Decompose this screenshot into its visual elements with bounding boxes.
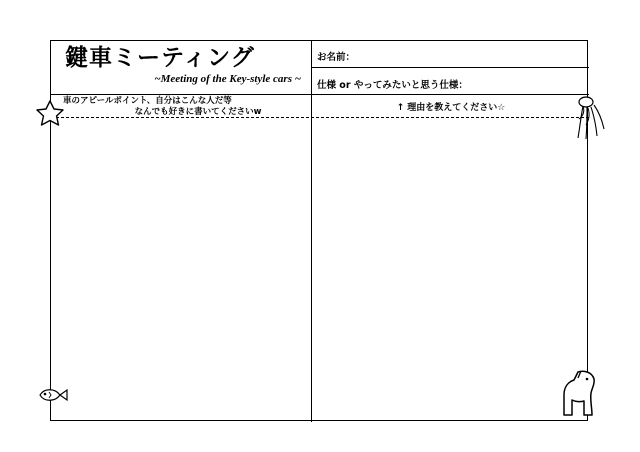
worksheet-frame: [50, 40, 588, 421]
page-subtitle: ~Meeting of the Key-style cars ~: [154, 73, 301, 85]
name-field-label: お名前：: [317, 52, 356, 63]
right-spec-rule: [311, 94, 589, 95]
fish-icon: [38, 385, 68, 405]
horse-icon: [548, 368, 604, 420]
left-caption-line1: 車のアピールポイント、自分はこんな人だ等: [63, 96, 232, 106]
left-caption-line2: なんでも好きに書いてくださいw: [134, 107, 262, 117]
spec-field-label: 仕様 or やってみたいと思う仕様：: [317, 80, 468, 91]
right-caption: ↑ 理由を教えてください☆: [396, 103, 506, 113]
star-icon: [36, 100, 64, 126]
left-header-rule: [51, 94, 311, 95]
right-name-rule: [311, 67, 589, 68]
page-title: 鍵車ミーティング: [65, 45, 255, 71]
ribbon-icon: [572, 96, 608, 144]
left-caption: [59, 96, 307, 118]
left-writing-area[interactable]: [51, 118, 311, 420]
title-block: [65, 44, 305, 85]
